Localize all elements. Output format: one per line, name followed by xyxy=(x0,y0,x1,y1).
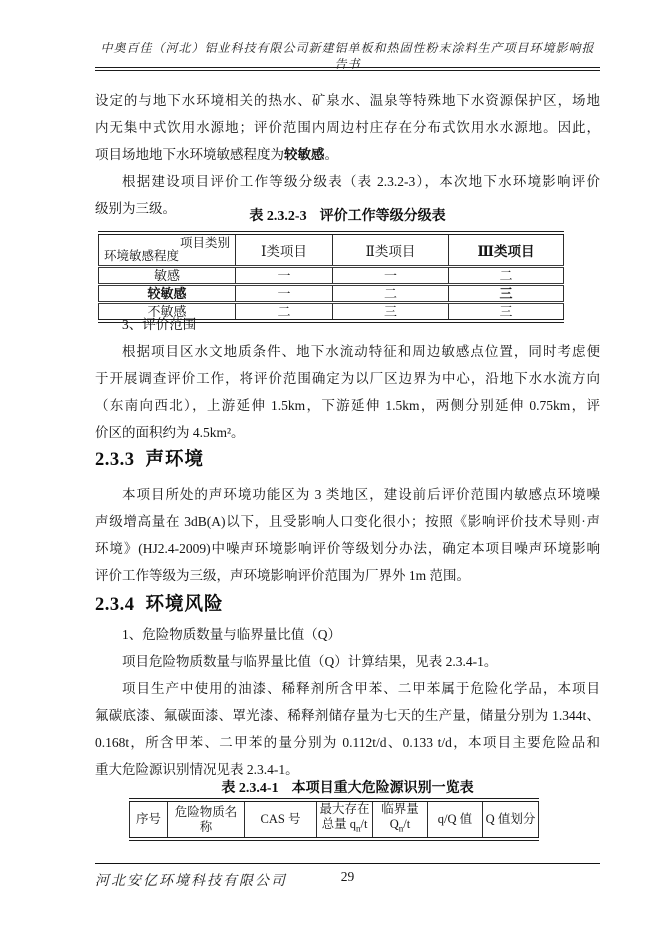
paragraph-noise xyxy=(95,481,600,589)
page-number: 29 xyxy=(340,869,355,884)
header-line2: 总量 q xyxy=(321,817,356,832)
hazard-table xyxy=(129,798,539,841)
text-line: 内无集中式饮用水源地；评价范围内周边村庄存在分布式饮用水水源地。因此， xyxy=(95,120,600,135)
text-line: 1、危险物质数量与临界量比值（Q） xyxy=(122,627,341,642)
header-line1: 临界量 xyxy=(381,802,419,817)
paragraph-q-calc xyxy=(95,648,600,675)
text-line: 于开展调查评价工作，将评价范围确定为以厂区边界为中心，沿地下水水流方向 xyxy=(95,371,600,386)
column-header-max-amount xyxy=(317,800,373,839)
column-header: Ⅰ类项目 xyxy=(236,233,333,267)
row-label: 敏感 xyxy=(99,267,236,285)
subscript: n xyxy=(355,823,361,834)
table1-caption xyxy=(95,207,600,227)
text-line xyxy=(95,141,600,168)
column-header-index: 序号 xyxy=(135,812,161,826)
cell: 二 xyxy=(333,285,449,303)
table-header-row xyxy=(99,233,564,267)
column-header-critical xyxy=(373,800,428,839)
text-line: 环境》(HJ2.4-2009)中噪声环境影响评价等级划分办法，确定本项目噪声环境影响 xyxy=(95,541,600,556)
corner-header-cell xyxy=(99,233,236,267)
table2-caption xyxy=(95,779,600,799)
table1-title: 评价工作等级分级表 xyxy=(319,209,446,224)
text-line: 项目生产中使用的油漆、稀释剂所含甲苯、二甲苯属于危险化学品，本项目 xyxy=(122,681,600,696)
header-line2: Q xyxy=(389,817,399,832)
table2-label: 表 2.3.4-1 xyxy=(221,781,279,796)
table-row xyxy=(99,285,564,303)
running-title: 中奥百佳（河北）铝业科技有限公司新建铝单板和热固性粉末涂料生产项目环境影响报告书 xyxy=(100,41,595,71)
column-header: Ⅲ类项目 xyxy=(449,233,564,267)
cell: 三 xyxy=(449,303,564,322)
column-header-q-division: Q 值划分 xyxy=(483,800,539,839)
section-title: 声环境 xyxy=(145,450,205,470)
paragraph-hazard-detail xyxy=(95,675,600,783)
corner-bottom-label: 环境敏感程度 xyxy=(104,249,180,263)
header-unit: /t xyxy=(360,817,368,832)
cell: 二 xyxy=(449,267,564,285)
text-line: 本项目所处的声环境功能区为 3 类地区，建设前后评价范围内敏感点环境噪 xyxy=(122,487,600,502)
table2-title: 本项目重大危险源识别一览表 xyxy=(291,781,474,796)
text-line: 氟碳底漆、氟碳面漆、罩光漆、稀释剂储存量为七天的生产量，储量分别为 1.344t、 xyxy=(95,708,600,723)
section-title: 环境风险 xyxy=(145,595,224,615)
page-header xyxy=(95,40,600,71)
text-line: 根据建设项目评价工作等级分级表（表 2.3.2-3），本次地下水环境影响评价 xyxy=(122,174,600,189)
column-header-ratio: q/Q 值 xyxy=(428,800,483,839)
text-line: （东南向西北），上游延伸 1.5km，下游延伸 1.5km，两侧分别延伸 0.75km，评 xyxy=(95,398,600,413)
table1-label: 表 2.3.2-3 xyxy=(249,209,307,224)
cell: 一 xyxy=(236,285,333,303)
text-line: 3、评价范围 xyxy=(122,317,197,332)
cell: 一 xyxy=(236,267,333,285)
header-line1: 最大存在 xyxy=(319,802,370,817)
grade-table xyxy=(98,231,564,323)
corner-top-label: 项目类别 xyxy=(179,236,230,250)
text-line: 0.168t，所含甲苯、二甲苯的量分别为 0.112t/d、0.133 t/d，本项目主要危险品和 xyxy=(95,735,600,750)
list-item-q-ratio xyxy=(95,621,600,648)
text-segment: 项目场地地下水环境敏感程度为 xyxy=(95,147,284,162)
section-heading-234 xyxy=(95,592,600,618)
text-line: 价区的面积约为 4.5km²。 xyxy=(95,425,245,440)
section-number: 2.3.4 xyxy=(95,595,135,615)
text-line: 声级增高量在 3dB(A)以下，且受影响人口变化很小；按照《影响评价技术导则·声 xyxy=(95,514,600,529)
emphasis-较敏感: 较敏感 xyxy=(284,147,325,162)
cell: 二 xyxy=(236,303,333,322)
cell: 三 xyxy=(449,285,564,303)
column-header: Ⅱ类项目 xyxy=(333,233,449,267)
section-number: 2.3.3 xyxy=(95,450,135,470)
section-heading-233 xyxy=(95,447,600,473)
row-label: 较敏感 xyxy=(99,285,236,303)
cell: 一 xyxy=(333,267,449,285)
table-row xyxy=(99,267,564,285)
list-item-evaluation-scope xyxy=(95,311,600,338)
text-segment: 。 xyxy=(324,147,338,162)
table-header-row xyxy=(130,800,539,839)
text-line: 根据项目区水文地质条件、地下水流动特征和周边敏感点位置，同时考虑便 xyxy=(122,344,600,359)
text-line: 项目危险物质数量与临界量比值（Q）计算结果，见表 2.3.4-1。 xyxy=(122,654,498,669)
header-unit: /t xyxy=(403,817,411,832)
cell: 三 xyxy=(333,303,449,322)
subscript: n xyxy=(398,823,404,834)
paragraph-groundwater-sensitivity xyxy=(95,87,600,168)
column-header-cas: CAS 号 xyxy=(245,800,317,839)
text-line: 设定的与地下水环境相关的热水、矿泉水、温泉等特殊地下水资源保护区，场地 xyxy=(95,93,600,108)
text-line: 重大危险源识别情况见表 2.3.4-1。 xyxy=(95,762,299,777)
text-line: 级别为三级。 xyxy=(95,201,176,216)
row-label: 不敏感 xyxy=(147,304,187,319)
text-line: 评价工作等级为三级，声环境影响评价范围为厂界外 1m 范围。 xyxy=(95,568,470,583)
page-footer xyxy=(95,863,600,893)
column-header-substance: 危险物质名称 xyxy=(168,800,245,839)
paragraph-scope-detail xyxy=(95,338,600,446)
footer-company: 河北安亿环境科技有限公司 xyxy=(95,874,287,889)
